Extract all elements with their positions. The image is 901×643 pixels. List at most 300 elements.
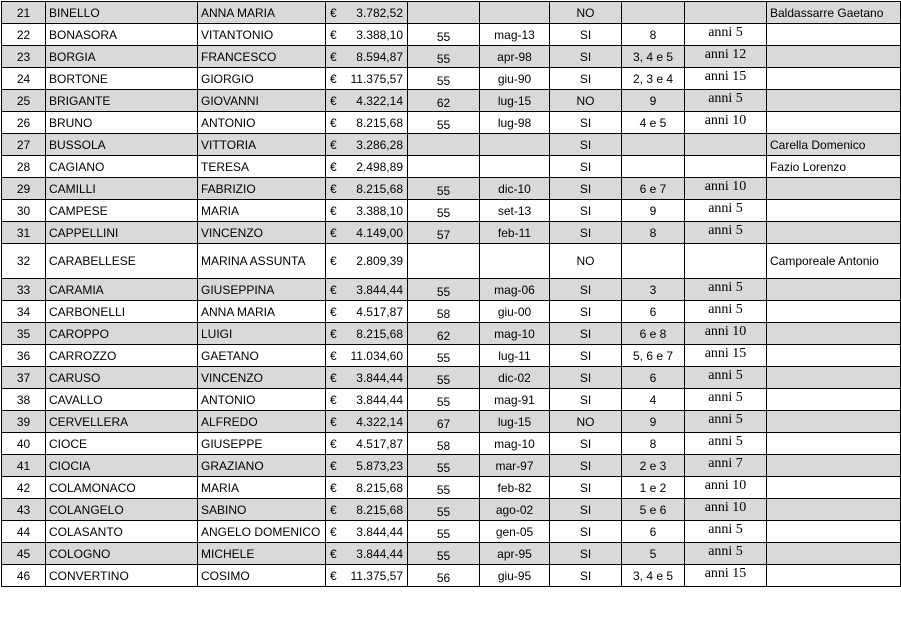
substitute-cell [767, 433, 901, 455]
classes-cell: 5, 6 e 7 [622, 345, 685, 367]
si-no-cell: NO [550, 411, 622, 433]
date-cell: apr-98 [480, 46, 550, 68]
amount-cell [326, 565, 408, 587]
years-cell: anni 5 [685, 279, 767, 301]
row-number-cell: 41 [2, 455, 46, 477]
substitute-cell: Camporeale Antonio [767, 244, 901, 279]
surname-cell: CIOCIA [46, 455, 198, 477]
first-name-cell: COSIMO [198, 565, 326, 587]
age-cell: 55 [408, 455, 480, 477]
amount-cell [326, 178, 408, 200]
si-no-cell: SI [550, 279, 622, 301]
years-cell: anni 10 [685, 178, 767, 200]
row-number-cell: 27 [2, 134, 46, 156]
substitute-cell [767, 68, 901, 90]
currency-symbol: € [330, 115, 337, 130]
currency-symbol: € [330, 568, 337, 583]
age-cell [408, 2, 480, 24]
first-name-cell: VINCENZO [198, 222, 326, 244]
date-cell: lug-11 [480, 345, 550, 367]
age-cell: 55 [408, 367, 480, 389]
surname-cell: CERVELLERA [46, 411, 198, 433]
si-no-cell: SI [550, 345, 622, 367]
years-cell: anni 7 [685, 455, 767, 477]
currency-symbol: € [330, 181, 337, 196]
date-cell: mag-10 [480, 433, 550, 455]
amount-cell [326, 367, 408, 389]
si-no-cell: SI [550, 477, 622, 499]
classes-cell: 2 e 3 [622, 455, 685, 477]
si-no-cell: SI [550, 46, 622, 68]
date-cell: lug-15 [480, 411, 550, 433]
classes-cell: 9 [622, 411, 685, 433]
amount-value: 8.215,68 [356, 115, 403, 130]
si-no-cell: SI [550, 455, 622, 477]
table-row [2, 389, 901, 411]
currency-symbol: € [330, 27, 337, 42]
first-name-cell: MARINA ASSUNTA [198, 244, 326, 279]
age-cell: 58 [408, 301, 480, 323]
years-cell [685, 2, 767, 24]
classes-cell: 8 [622, 433, 685, 455]
first-name-cell: VITTORIA [198, 134, 326, 156]
row-number-cell: 32 [2, 244, 46, 279]
amount-cell [326, 433, 408, 455]
age-cell: 55 [408, 46, 480, 68]
si-no-cell: SI [550, 499, 622, 521]
amount-cell [326, 156, 408, 178]
amount-value: 3.844,44 [356, 370, 403, 385]
table-row [2, 46, 901, 68]
first-name-cell: GIORGIO [198, 68, 326, 90]
amount-value: 4.517,87 [356, 436, 403, 451]
table-row [2, 244, 901, 279]
substitute-cell [767, 455, 901, 477]
substitute-cell [767, 112, 901, 134]
years-cell [685, 156, 767, 178]
classes-cell [622, 134, 685, 156]
age-cell: 55 [408, 24, 480, 46]
age-cell: 62 [408, 323, 480, 345]
classes-cell: 6 [622, 367, 685, 389]
first-name-cell: ANGELO DOMENICO [198, 521, 326, 543]
years-cell: anni 5 [685, 24, 767, 46]
age-cell: 55 [408, 279, 480, 301]
table-row [2, 543, 901, 565]
classes-cell: 5 e 6 [622, 499, 685, 521]
amount-cell [326, 521, 408, 543]
table-row [2, 345, 901, 367]
currency-symbol: € [330, 137, 337, 152]
years-cell: anni 5 [685, 543, 767, 565]
row-number-cell: 39 [2, 411, 46, 433]
classes-cell: 8 [622, 222, 685, 244]
si-no-cell: SI [550, 68, 622, 90]
substitute-cell [767, 565, 901, 587]
row-number-cell: 44 [2, 521, 46, 543]
first-name-cell: MARIA [198, 200, 326, 222]
date-cell: giu-95 [480, 565, 550, 587]
currency-symbol: € [330, 254, 337, 268]
amount-value: 5.873,23 [356, 458, 403, 473]
classes-cell: 6 e 7 [622, 178, 685, 200]
surname-cell: CIOCE [46, 433, 198, 455]
age-cell: 55 [408, 178, 480, 200]
surname-cell: CAROPPO [46, 323, 198, 345]
amount-value: 2.809,39 [356, 254, 403, 268]
table-row [2, 112, 901, 134]
si-no-cell: NO [550, 2, 622, 24]
classes-cell: 4 [622, 389, 685, 411]
surname-cell: CARABELLESE [46, 244, 198, 279]
currency-symbol: € [330, 502, 337, 517]
currency-symbol: € [330, 203, 337, 218]
substitute-cell [767, 200, 901, 222]
table-row [2, 68, 901, 90]
age-cell: 58 [408, 433, 480, 455]
table-row [2, 477, 901, 499]
substitute-cell [767, 279, 901, 301]
surname-cell: CAMPESE [46, 200, 198, 222]
substitute-cell [767, 389, 901, 411]
amount-value: 3.844,44 [356, 546, 403, 561]
amount-cell [326, 46, 408, 68]
surname-cell: CAVALLO [46, 389, 198, 411]
surname-cell: CAMILLI [46, 178, 198, 200]
amount-value: 3.388,10 [356, 27, 403, 42]
surname-cell: CARBONELLI [46, 301, 198, 323]
classes-cell [622, 244, 685, 279]
years-cell: anni 5 [685, 90, 767, 112]
substitute-cell: Fazio Lorenzo [767, 156, 901, 178]
currency-symbol: € [330, 436, 337, 451]
years-cell [685, 134, 767, 156]
amount-value: 8.215,68 [356, 480, 403, 495]
surname-cell: BONASORA [46, 24, 198, 46]
classes-cell: 5 [622, 543, 685, 565]
amount-cell [326, 543, 408, 565]
first-name-cell: ALFREDO [198, 411, 326, 433]
table-row [2, 90, 901, 112]
date-cell: mag-06 [480, 279, 550, 301]
table-row [2, 433, 901, 455]
amount-value: 3.782,52 [356, 5, 403, 20]
first-name-cell: ANNA MARIA [198, 301, 326, 323]
amount-cell [326, 411, 408, 433]
row-number-cell: 40 [2, 433, 46, 455]
currency-symbol: € [330, 348, 337, 363]
age-cell: 67 [408, 411, 480, 433]
amount-cell [326, 279, 408, 301]
row-number-cell: 23 [2, 46, 46, 68]
si-no-cell: SI [550, 543, 622, 565]
first-name-cell: ANNA MARIA [198, 2, 326, 24]
surname-cell: CAPPELLINI [46, 222, 198, 244]
date-cell: mar-97 [480, 455, 550, 477]
si-no-cell: SI [550, 178, 622, 200]
date-cell: ago-02 [480, 499, 550, 521]
si-no-cell: SI [550, 134, 622, 156]
row-number-cell: 25 [2, 90, 46, 112]
surname-cell: BRUNO [46, 112, 198, 134]
date-cell [480, 156, 550, 178]
classes-cell [622, 156, 685, 178]
first-name-cell: MICHELE [198, 543, 326, 565]
surname-cell: CAGIANO [46, 156, 198, 178]
currency-symbol: € [330, 546, 337, 561]
date-cell [480, 2, 550, 24]
years-cell: anni 10 [685, 477, 767, 499]
currency-symbol: € [330, 225, 337, 240]
row-number-cell: 22 [2, 24, 46, 46]
surname-cell: CONVERTINO [46, 565, 198, 587]
row-number-cell: 30 [2, 200, 46, 222]
surname-cell: CARUSO [46, 367, 198, 389]
amount-value: 3.844,44 [356, 282, 403, 297]
first-name-cell: GIOVANNI [198, 90, 326, 112]
substitute-cell [767, 90, 901, 112]
years-cell: anni 10 [685, 499, 767, 521]
table-row [2, 565, 901, 587]
classes-cell: 1 e 2 [622, 477, 685, 499]
years-cell: anni 5 [685, 301, 767, 323]
row-number-cell: 33 [2, 279, 46, 301]
age-cell: 55 [408, 200, 480, 222]
table-row [2, 367, 901, 389]
classes-cell: 9 [622, 200, 685, 222]
row-number-cell: 46 [2, 565, 46, 587]
amount-value: 8.594,87 [356, 49, 403, 64]
si-no-cell: SI [550, 112, 622, 134]
si-no-cell: SI [550, 301, 622, 323]
date-cell: mag-91 [480, 389, 550, 411]
amount-cell [326, 222, 408, 244]
first-name-cell: ANTONIO [198, 389, 326, 411]
currency-symbol: € [330, 71, 337, 86]
row-number-cell: 28 [2, 156, 46, 178]
age-cell: 55 [408, 112, 480, 134]
amount-cell [326, 112, 408, 134]
si-no-cell: SI [550, 200, 622, 222]
substitute-cell [767, 46, 901, 68]
years-cell: anni 5 [685, 222, 767, 244]
first-name-cell: VITANTONIO [198, 24, 326, 46]
row-number-cell: 29 [2, 178, 46, 200]
classes-cell: 2, 3 e 4 [622, 68, 685, 90]
date-cell: dic-02 [480, 367, 550, 389]
si-no-cell: SI [550, 521, 622, 543]
date-cell: feb-11 [480, 222, 550, 244]
surname-cell: CARAMIA [46, 279, 198, 301]
table-row [2, 411, 901, 433]
table-row [2, 279, 901, 301]
row-number-cell: 36 [2, 345, 46, 367]
classes-cell: 6 e 8 [622, 323, 685, 345]
substitute-cell [767, 222, 901, 244]
currency-symbol: € [330, 282, 337, 297]
age-cell: 55 [408, 345, 480, 367]
si-no-cell: NO [550, 244, 622, 279]
classes-cell: 6 [622, 521, 685, 543]
amount-cell [326, 477, 408, 499]
table-row [2, 156, 901, 178]
si-no-cell: SI [550, 565, 622, 587]
table-row [2, 2, 901, 24]
surname-cell: CARROZZO [46, 345, 198, 367]
years-cell: anni 5 [685, 389, 767, 411]
surname-cell: COLANGELO [46, 499, 198, 521]
classes-cell: 3, 4 e 5 [622, 46, 685, 68]
classes-cell: 3 [622, 279, 685, 301]
date-cell [480, 134, 550, 156]
table-row [2, 178, 901, 200]
currency-symbol: € [330, 392, 337, 407]
amount-value: 3.388,10 [356, 203, 403, 218]
amount-value: 3.286,28 [356, 137, 403, 152]
first-name-cell: VINCENZO [198, 367, 326, 389]
age-cell: 57 [408, 222, 480, 244]
age-cell: 55 [408, 543, 480, 565]
first-name-cell: GIUSEPPINA [198, 279, 326, 301]
substitute-cell [767, 345, 901, 367]
table-body [2, 2, 901, 587]
age-cell: 55 [408, 477, 480, 499]
surname-cell: BRIGANTE [46, 90, 198, 112]
substitute-cell [767, 24, 901, 46]
years-cell: anni 10 [685, 112, 767, 134]
amount-value: 8.215,68 [356, 181, 403, 196]
surname-cell: COLOGNO [46, 543, 198, 565]
amount-cell [326, 244, 408, 279]
amount-value: 8.215,68 [356, 326, 403, 341]
amount-value: 4.322,14 [356, 93, 403, 108]
table-row [2, 499, 901, 521]
currency-symbol: € [330, 480, 337, 495]
substitute-cell [767, 178, 901, 200]
row-number-cell: 37 [2, 367, 46, 389]
surname-cell: BORGIA [46, 46, 198, 68]
substitute-cell [767, 477, 901, 499]
date-cell [480, 244, 550, 279]
years-cell: anni 12 [685, 46, 767, 68]
classes-cell: 9 [622, 90, 685, 112]
date-cell: lug-98 [480, 112, 550, 134]
row-number-cell: 35 [2, 323, 46, 345]
first-name-cell: GRAZIANO [198, 455, 326, 477]
currency-symbol: € [330, 370, 337, 385]
amount-cell [326, 200, 408, 222]
amount-value: 4.322,14 [356, 414, 403, 429]
classes-cell: 3, 4 e 5 [622, 565, 685, 587]
first-name-cell: TERESA [198, 156, 326, 178]
first-name-cell: GAETANO [198, 345, 326, 367]
surname-cell: COLAMONACO [46, 477, 198, 499]
amount-cell [326, 455, 408, 477]
classes-cell: 4 e 5 [622, 112, 685, 134]
first-name-cell: GIUSEPPE [198, 433, 326, 455]
age-cell: 55 [408, 521, 480, 543]
substitute-cell [767, 301, 901, 323]
currency-symbol: € [330, 304, 337, 319]
years-cell: anni 5 [685, 200, 767, 222]
age-cell [408, 244, 480, 279]
first-name-cell: FRANCESCO [198, 46, 326, 68]
currency-symbol: € [330, 524, 337, 539]
row-number-cell: 45 [2, 543, 46, 565]
currency-symbol: € [330, 414, 337, 429]
years-cell: anni 15 [685, 68, 767, 90]
age-cell: 55 [408, 499, 480, 521]
currency-symbol: € [330, 49, 337, 64]
currency-symbol: € [330, 159, 337, 174]
si-no-cell: SI [550, 156, 622, 178]
amount-cell [326, 2, 408, 24]
date-cell: gen-05 [480, 521, 550, 543]
first-name-cell: SABINO [198, 499, 326, 521]
age-cell [408, 156, 480, 178]
amount-value: 11.034,60 [350, 348, 403, 363]
surname-cell: BINELLO [46, 2, 198, 24]
surname-cell: COLASANTO [46, 521, 198, 543]
date-cell: lug-15 [480, 90, 550, 112]
age-cell [408, 134, 480, 156]
row-number-cell: 21 [2, 2, 46, 24]
years-cell: anni 15 [685, 345, 767, 367]
date-cell: mag-10 [480, 323, 550, 345]
row-number-cell: 31 [2, 222, 46, 244]
classes-cell [622, 2, 685, 24]
years-cell: anni 5 [685, 367, 767, 389]
si-no-cell: SI [550, 389, 622, 411]
table-row [2, 301, 901, 323]
amount-cell [326, 301, 408, 323]
date-cell: giu-00 [480, 301, 550, 323]
years-cell: anni 5 [685, 433, 767, 455]
si-no-cell: SI [550, 222, 622, 244]
row-number-cell: 42 [2, 477, 46, 499]
amount-value: 3.844,44 [356, 392, 403, 407]
date-cell: mag-13 [480, 24, 550, 46]
row-number-cell: 38 [2, 389, 46, 411]
substitute-cell [767, 499, 901, 521]
substitute-cell [767, 323, 901, 345]
row-number-cell: 26 [2, 112, 46, 134]
currency-symbol: € [330, 5, 337, 20]
classes-cell: 6 [622, 301, 685, 323]
years-cell [685, 244, 767, 279]
date-cell: dic-10 [480, 178, 550, 200]
table-row [2, 323, 901, 345]
si-no-cell: SI [550, 367, 622, 389]
si-no-cell: SI [550, 323, 622, 345]
amount-cell [326, 389, 408, 411]
row-number-cell: 24 [2, 68, 46, 90]
amount-cell [326, 499, 408, 521]
table-row [2, 134, 901, 156]
si-no-cell: NO [550, 90, 622, 112]
substitute-cell [767, 367, 901, 389]
age-cell: 55 [408, 389, 480, 411]
classes-cell: 8 [622, 24, 685, 46]
row-number-cell: 43 [2, 499, 46, 521]
surname-cell: BUSSOLA [46, 134, 198, 156]
amount-value: 11.375,57 [350, 568, 403, 583]
date-cell: feb-82 [480, 477, 550, 499]
records-table [1, 1, 901, 587]
table-row [2, 521, 901, 543]
date-cell: set-13 [480, 200, 550, 222]
amount-cell [326, 345, 408, 367]
